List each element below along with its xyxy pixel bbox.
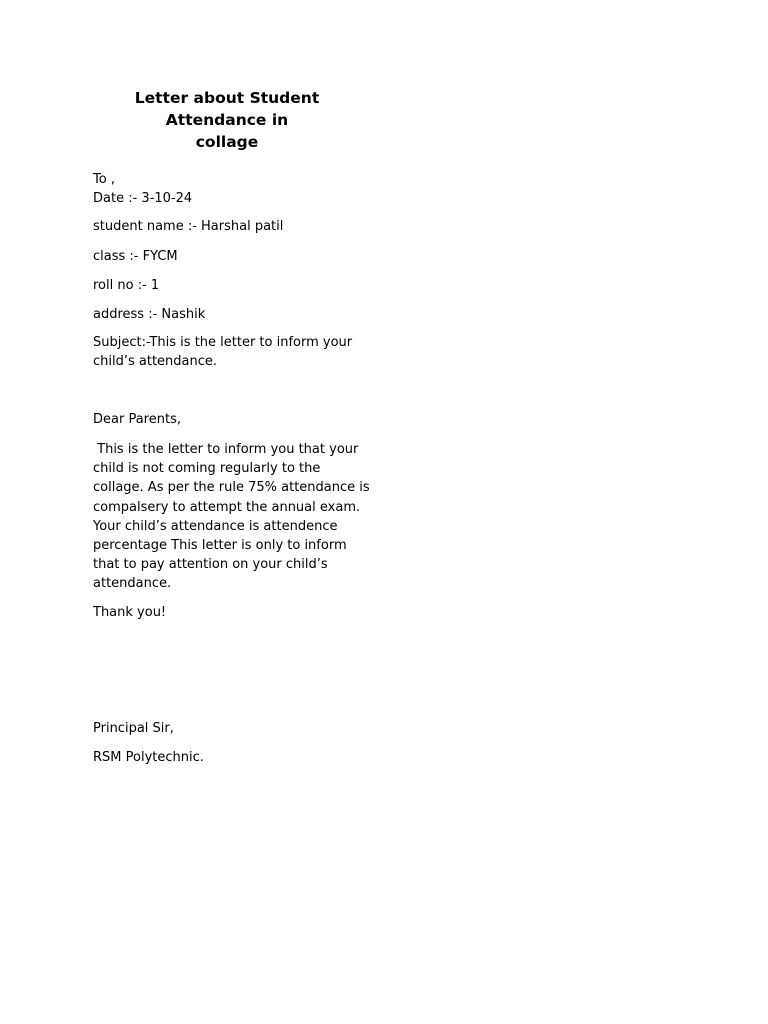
title-line-2: collage xyxy=(195,133,259,151)
student-name-line: student name :- Harshal patil xyxy=(93,219,284,234)
body-line: child is not coming regularly to the xyxy=(93,461,321,477)
date-line: Date :- 3-10-24 xyxy=(93,191,193,206)
letter-body xyxy=(93,440,370,594)
address-line: address :- Nashik xyxy=(93,307,206,322)
recipient-line: To , xyxy=(93,172,115,187)
subject-block xyxy=(93,333,361,371)
body-line: This is the letter to inform you that your xyxy=(93,442,359,457)
roll-no-line: roll no :- 1 xyxy=(93,278,160,293)
subject-line-1: Subject:-This is the letter to inform your xyxy=(93,335,353,350)
class-line: class :- FYCM xyxy=(93,249,178,264)
signatory-line: Principal Sir, xyxy=(93,721,174,736)
letter-title xyxy=(92,87,362,153)
salutation: Dear Parents, xyxy=(93,412,181,427)
body-line: collage. As per the rule 75% attendance is xyxy=(93,480,370,496)
body-line: percentage This letter is only to inform xyxy=(93,538,347,554)
subject-line-2: child’s attendance. xyxy=(93,354,218,370)
closing-line: Thank you! xyxy=(93,605,167,620)
body-line: compalsery to attempt the annual exam. xyxy=(93,499,361,515)
body-line: that to pay attention on your child’s xyxy=(93,557,328,573)
title-line-1: Letter about Student Attendance in xyxy=(134,89,320,129)
institution-line: RSM Polytechnic. xyxy=(93,750,204,765)
body-line: attendance. xyxy=(93,576,172,592)
body-line: Your child’s attendance is attendence xyxy=(93,518,338,534)
